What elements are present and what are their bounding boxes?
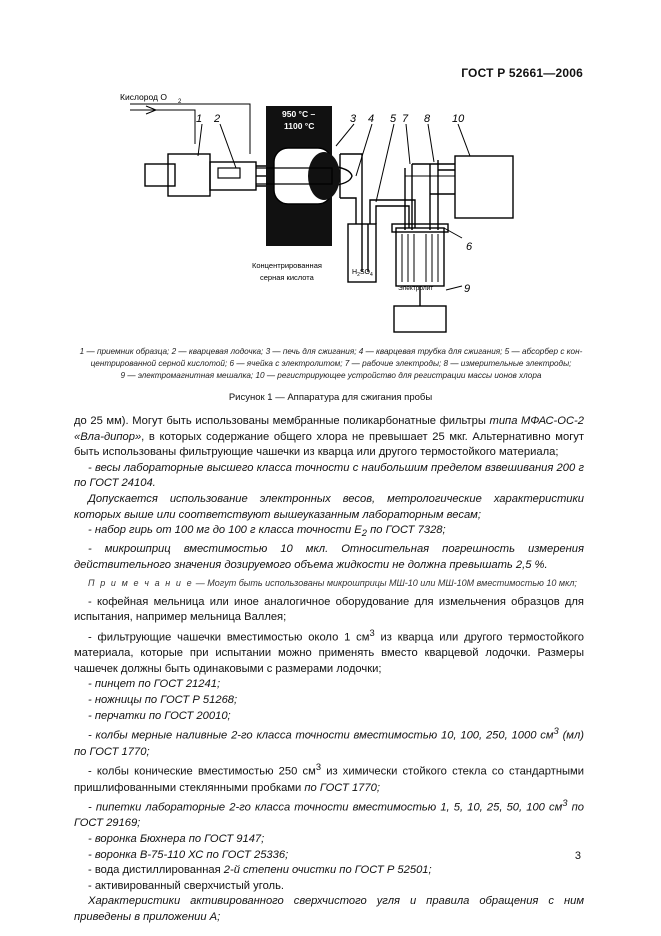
- label-5: 5: [390, 113, 397, 125]
- paragraph: Характеристики активированного сверхчистого угля и правила обращения с ним приведены в приложении А;: [74, 895, 584, 923]
- acid-label-1: Концентрированная: [252, 261, 322, 270]
- label-4: 4: [368, 113, 375, 125]
- label-3: 3: [350, 113, 357, 125]
- list-item: - активированный сверхчистый уголь.: [88, 879, 285, 892]
- label-1: 1: [196, 113, 203, 125]
- list-item: - пипетки лабораторные 2-го класса точности вместимостью 1, 5, 10, 25, 50, 100 $см^3$ по ГОСТ 29169;: [74, 798, 584, 830]
- paragraph: до 25 мм). Могут быть использованы мембранные поликарбонатные фильтры типа МФАС-ОС-2 «Вла-дипор», в которых содержание общего хлора не превышает 25 мкг. Альтернативно могут быть использованы фильтрующие чашечки из кварца или другого термостойкого материала;: [74, 415, 584, 459]
- list-item: - колбы мерные наливные 2-го класса точности вместимостью 10, 100, 250, 1000 $см^3$ (мл) по ГОСТ 1770;: [74, 726, 585, 758]
- list-item: - перчатки по ГОСТ 20010;: [88, 709, 231, 722]
- label-9: 9: [464, 283, 471, 295]
- temperature-label-1: 950 °C –: [282, 109, 316, 119]
- label-8: 8: [424, 113, 431, 125]
- label-10: 10: [452, 113, 465, 125]
- label-7: 7: [402, 113, 409, 125]
- list-item: - воронка Бюхнера по ГОСТ 9147;: [88, 833, 265, 846]
- list-item: - кофейная мельница или иное аналогичное оборудование для измельчения образцов для испытания, например мельница Валлея;: [74, 595, 584, 624]
- oxygen-subscript: 2: [178, 99, 182, 105]
- figure-caption: Рисунок 1 — Аппаратура для сжигания пробы: [228, 392, 433, 403]
- list-item: - микрошприц вместимостью 10 мкл. Относительная погрешность измерения действительного значения дозируемого объема жидкости не должна превышать 2,5 %.: [74, 542, 584, 571]
- paragraph: Допускается использование электронных весов, метрологические характеристики которых выше или соответствуют вышеуказанным лабораторным весам;: [74, 492, 584, 521]
- list-item: - набор гирь от 100 мг до 100 г класса точности $E_2$ по ГОСТ 7328;: [88, 524, 446, 539]
- list-item: - колбы конические вместимостью 250 $см^3$ из химически стойкого стекла со стандартными пришлифованными стеклянными пробками по ГОСТ 1770;: [74, 762, 584, 794]
- h2so4-label: $H_2SO_4$: [352, 269, 373, 278]
- list-item: - фильтрующие чашечки вместимостью около 1 $см^3$ из кварца или другого термостойкого материала, которые при испытании можно применять вместо кварцевой лодочки. Размеры чашечек должны быть одинаковыми с размерами лодочки;: [74, 627, 584, 675]
- page-number: 3: [574, 850, 581, 862]
- list-item: - ножницы по ГОСТ Р 51268;: [88, 694, 238, 707]
- figure-legend: 1 — приемник образца; 2 — кварцевая лодочка; 3 — печь для сжигания; 4 — кварцевая трубка для сжигания; 5 — абсорбер с кон- центрированной серной кислотой; 6 — ячейка с электролитом; 7 — рабочие электроды; 8 — измерительные электроды; 9 — электромагнитная мешалка; 10 — регистрирующее устройство для регистрации массы ионов хлора: [79, 347, 583, 380]
- note: П р и м е ч а н и е — Могут быть использованы микрошприцы МШ-10 или МШ-10М вместимостью 10 мкл;: [88, 578, 577, 589]
- list-item: - пинцет по ГОСТ 21241;: [88, 678, 221, 691]
- label-2: 2: [214, 113, 221, 125]
- acid-label-2: серная кислота: [260, 273, 314, 282]
- temperature-label-2: 1100 °C: [284, 121, 315, 131]
- electrolyte-label: Электролит: [398, 285, 434, 292]
- label-6: 6: [466, 241, 473, 253]
- list-item: - весы лабораторные высшего класса точности с наибольшим пределом взвешивания 200 г по ГОСТ 24104.: [74, 461, 584, 490]
- apparatus-diagram: [100, 84, 570, 342]
- body-text: [74, 414, 584, 926]
- list-item: - вода дистиллированная 2-й степени очистки по ГОСТ Р 52501;: [88, 864, 432, 877]
- oxygen-label: Кислород O: [120, 92, 167, 102]
- list-item: - воронка В-75-110 ХС по ГОСТ 25336;: [88, 848, 289, 861]
- document-header: ГОСТ Р 52661—2006: [461, 66, 583, 80]
